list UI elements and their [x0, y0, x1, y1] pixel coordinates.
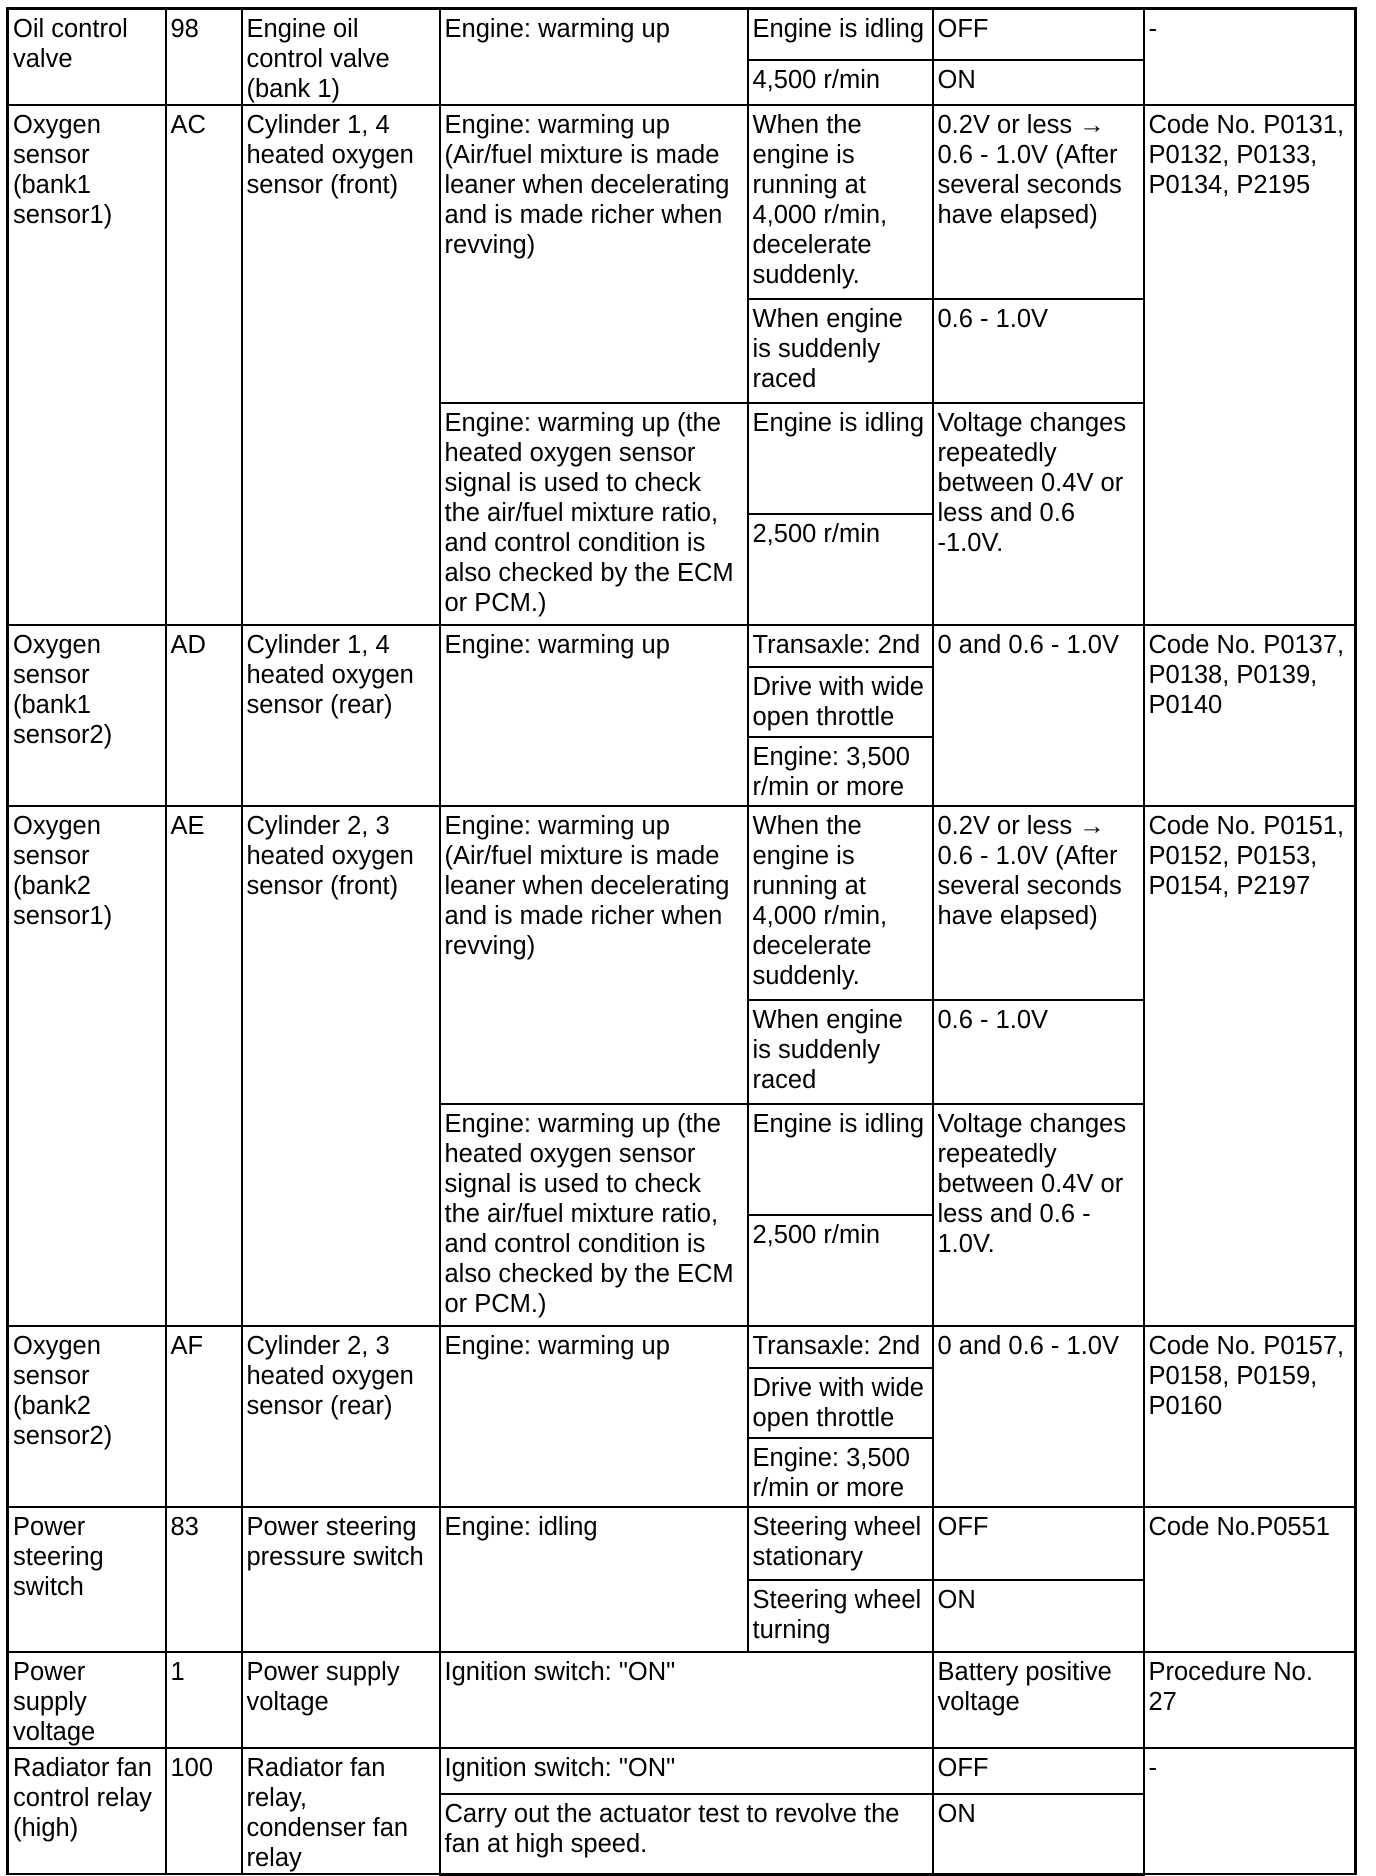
value-cell: 0 and 0.6 - 1.0V: [933, 1326, 1144, 1507]
item-cell: Oxygen sensor (bank2 sensor1): [8, 806, 166, 1326]
terminal-cell: AE: [166, 806, 242, 1326]
value-cell: ON: [933, 1794, 1144, 1874]
item-cell: Oil control valve: [8, 9, 166, 106]
reference-cell: Code No.P0551: [1144, 1507, 1356, 1652]
subcondition-cell: Steering wheel stationary: [748, 1507, 933, 1580]
part-cell: Engine oil control valve (bank 1): [242, 9, 440, 106]
subcondition-cell: Drive with wide open throttle: [748, 667, 933, 737]
item-cell: Oxygen sensor (bank1 sensor2): [8, 625, 166, 806]
part-cell: Cylinder 1, 4 heated oxygen sensor (front): [242, 105, 440, 625]
terminal-cell: 83: [166, 1507, 242, 1652]
condition-cell: Carry out the actuator test to revolve the fan at high speed.: [440, 1794, 933, 1874]
table-row: [8, 625, 1356, 667]
reference-cell: Procedure No. 27: [1144, 1652, 1356, 1748]
inspection-table: [6, 7, 1357, 1876]
table-row: [8, 105, 1356, 299]
condition-cell: Ignition switch: "ON": [440, 1748, 933, 1794]
table-row: [8, 1652, 1356, 1748]
value-cell: 0.2V or less → 0.6 - 1.0V (After several seconds have elapsed): [933, 806, 1144, 1000]
subcondition-cell: Engine is idling: [748, 403, 933, 514]
part-cell: Cylinder 2, 3 heated oxygen sensor (rear): [242, 1326, 440, 1507]
value-cell: ON: [933, 60, 1144, 105]
part-cell: Cylinder 2, 3 heated oxygen sensor (front): [242, 806, 440, 1326]
item-cell: Radiator fan control relay (high): [8, 1748, 166, 1874]
table-row: [8, 1507, 1356, 1580]
terminal-cell: 100: [166, 1748, 242, 1874]
table-row: [8, 9, 1356, 61]
subcondition-cell: When the engine is running at 4,000 r/min, decelerate suddenly.: [748, 105, 933, 299]
condition-cell: Engine: idling: [440, 1507, 748, 1652]
condition-cell: Engine: warming up: [440, 9, 748, 106]
reference-cell: -: [1144, 1748, 1356, 1874]
terminal-cell: AD: [166, 625, 242, 806]
value-cell: OFF: [933, 9, 1144, 61]
item-cell: Oxygen sensor (bank1 sensor1): [8, 105, 166, 625]
condition-cell: Engine: warming up: [440, 625, 748, 806]
part-cell: Cylinder 1, 4 heated oxygen sensor (rear): [242, 625, 440, 806]
reference-cell: Code No. P0157, P0158, P0159, P0160: [1144, 1326, 1356, 1507]
subcondition-cell: Engine: 3,500 r/min or more: [748, 1438, 933, 1507]
condition-cell: Ignition switch: "ON": [440, 1652, 933, 1748]
condition-cell: Engine: warming up (Air/fuel mixture is made leaner when decelerating and is made richer when revving): [440, 806, 748, 1104]
condition-cell: Engine: warming up (Air/fuel mixture is made leaner when decelerating and is made richer when revving): [440, 105, 748, 403]
value-cell: 0.2V or less → 0.6 - 1.0V (After several seconds have elapsed): [933, 105, 1144, 299]
part-cell: Radiator fan relay, condenser fan relay: [242, 1748, 440, 1874]
terminal-cell: 1: [166, 1652, 242, 1748]
reference-cell: Code No. P0131, P0132, P0133, P0134, P2195: [1144, 105, 1356, 625]
item-cell: Power supply voltage: [8, 1652, 166, 1748]
subcondition-cell: Transaxle: 2nd: [748, 1326, 933, 1368]
subcondition-cell: When engine is suddenly raced: [748, 299, 933, 403]
table-row: [8, 1748, 1356, 1794]
subcondition-cell: When the engine is running at 4,000 r/min, decelerate suddenly.: [748, 806, 933, 1000]
subcondition-cell: Steering wheel turning: [748, 1580, 933, 1652]
subcondition-cell: Drive with wide open throttle: [748, 1368, 933, 1438]
part-cell: Power supply voltage: [242, 1652, 440, 1748]
value-cell: OFF: [933, 1507, 1144, 1580]
part-cell: Power steering pressure switch: [242, 1507, 440, 1652]
reference-cell: -: [1144, 9, 1356, 106]
subcondition-cell: 2,500 r/min: [748, 514, 933, 625]
subcondition-cell: 2,500 r/min: [748, 1215, 933, 1326]
item-cell: Power steering switch: [8, 1507, 166, 1652]
reference-cell: Code No. P0137, P0138, P0139, P0140: [1144, 625, 1356, 806]
value-cell: Voltage changes repeatedly between 0.4V or less and 0.6 - 1.0V.: [933, 1104, 1144, 1326]
value-cell: Battery positive voltage: [933, 1652, 1144, 1748]
value-cell: 0.6 - 1.0V: [933, 1000, 1144, 1104]
condition-cell: Engine: warming up: [440, 1326, 748, 1507]
value-cell: ON: [933, 1580, 1144, 1652]
subcondition-cell: 4,500 r/min: [748, 60, 933, 105]
value-cell: OFF: [933, 1748, 1144, 1794]
value-cell: 0.6 - 1.0V: [933, 299, 1144, 403]
reference-cell: Code No. P0151, P0152, P0153, P0154, P2197: [1144, 806, 1356, 1326]
table-row: [8, 1326, 1356, 1368]
item-cell: Oxygen sensor (bank2 sensor2): [8, 1326, 166, 1507]
subcondition-cell: Engine: 3,500 r/min or more: [748, 737, 933, 806]
terminal-cell: AF: [166, 1326, 242, 1507]
value-cell: 0 and 0.6 - 1.0V: [933, 625, 1144, 806]
value-cell: Voltage changes repeatedly between 0.4V or less and 0.6 -1.0V.: [933, 403, 1144, 625]
terminal-cell: AC: [166, 105, 242, 625]
subcondition-cell: Engine is idling: [748, 1104, 933, 1215]
subcondition-cell: Engine is idling: [748, 9, 933, 61]
subcondition-cell: Transaxle: 2nd: [748, 625, 933, 667]
table-row: [8, 806, 1356, 1000]
subcondition-cell: When engine is suddenly raced: [748, 1000, 933, 1104]
terminal-cell: 98: [166, 9, 242, 106]
condition-cell: Engine: warming up (the heated oxygen sensor signal is used to check the air/fuel mixture ratio, and control condition is also checked by the ECM or PCM.): [440, 1104, 748, 1326]
condition-cell: Engine: warming up (the heated oxygen sensor signal is used to check the air/fuel mixture ratio, and control condition is also checked by the ECM or PCM.): [440, 403, 748, 625]
